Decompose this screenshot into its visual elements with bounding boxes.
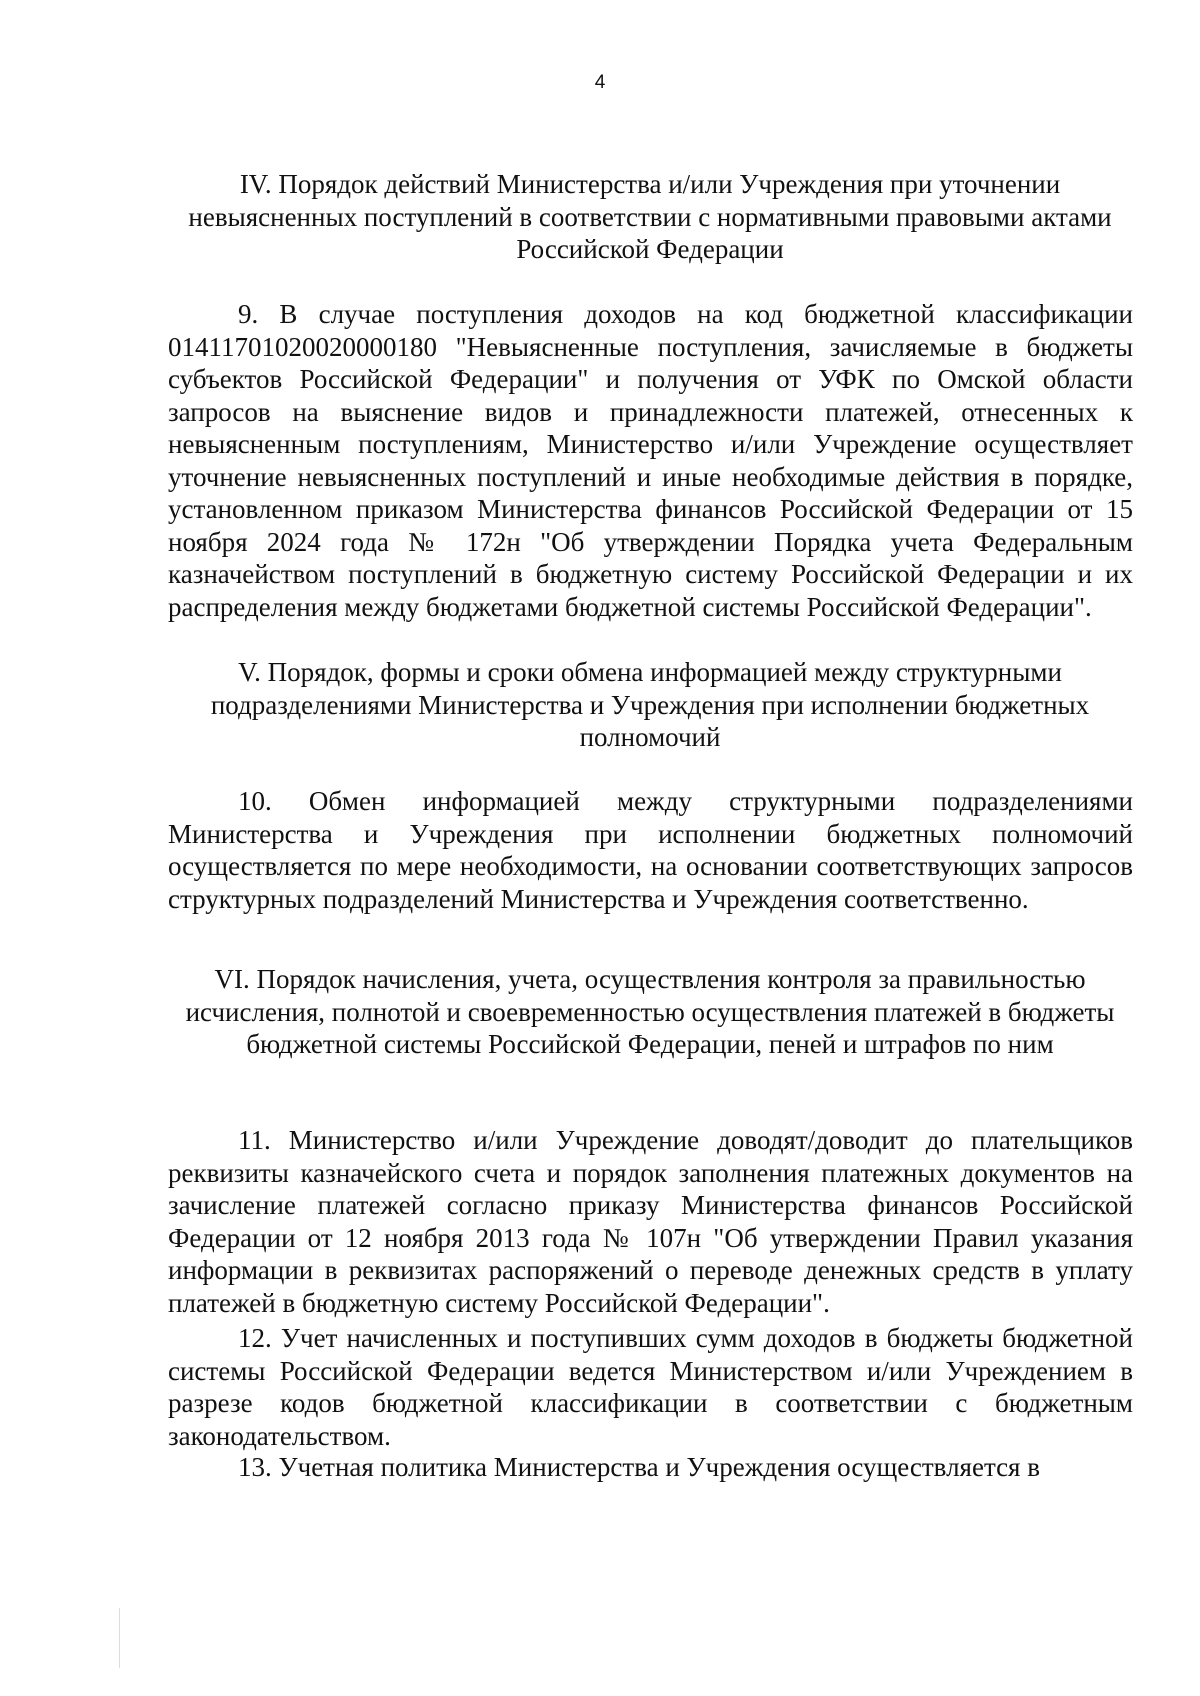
page-number: 4 [594,72,606,93]
section-title-v: V. Порядок, формы и сроки обмена информацией между структурными подразделениями Министерства и Учреждения при исполнении бюджетных полномочий [210,657,1090,752]
section-title-vi: VI. Порядок начисления, учета, осуществления контроля за правильностью исчисления, полнотой и своевременностью осуществления платежей в бюджеты бюджетной системы Российской Федерации, пеней и штрафов по ним [185,964,1115,1059]
paragraph-11: 11. Министерство и/или Учреждение доводят/доводит до плательщиков реквизиты казначейского счета и порядок заполнения платежных документов на зачисление платежей согласно приказу Министерства финансов Российской Федерации от 12 ноября 2013 года № 107н "Об утверждении Правил указания информации в реквизитах распоряжений о переводе денежных средств в уплату платежей в бюджетную систему Российской Федерации". [168,1125,1133,1318]
paragraph-12: 12. Учет начисленных и поступивших сумм доходов в бюджеты бюджетной системы Российской Федерации ведется Министерством и/или Учреждением в разрезе кодов бюджетной классификации в соответствии с бюджетным законодательством. [168,1323,1133,1451]
scan-edge-mark [119,1608,120,1668]
paragraph-13: 13. Учетная политика Министерства и Учреждения осуществляется в [238,1452,1040,1482]
paragraph-10: 10. Обмен информацией между структурными подразделениями Министерства и Учреждения при исполнении бюджетных полномочий осуществляется по мере необходимости, на основании соответствующих запросов структурных подразделений Министерства и Учреждения соответственно. [168,786,1133,914]
section-title-iv: IV. Порядок действий Министерства и/или Учреждения при уточнении невыясненных поступлений в соответствии с нормативными правовыми актами Российской Федерации [188,169,1112,264]
paragraph-9: 9. В случае поступления доходов на код бюджетной классификации 01411701020020000180 "Невыясненные поступления, зачисляемые в бюджеты субъектов Российской Федерации" и получения от УФК по Омской области запросов на выяснение видов и принадлежности платежей, отнесенных к невыясненным поступлениям, Министерство и/или Учреждение осуществляет уточнение невыясненных поступлений и иные необходимые действия в порядке, установленном приказом Министерства финансов Российской Федерации от 15 ноября 2024 года № 172н "Об утверждении Порядка учета Федеральным казначейством поступлений в бюджетную систему Российской Федерации и их распределения между бюджетами бюджетной системы Российской Федерации". [168,299,1133,622]
